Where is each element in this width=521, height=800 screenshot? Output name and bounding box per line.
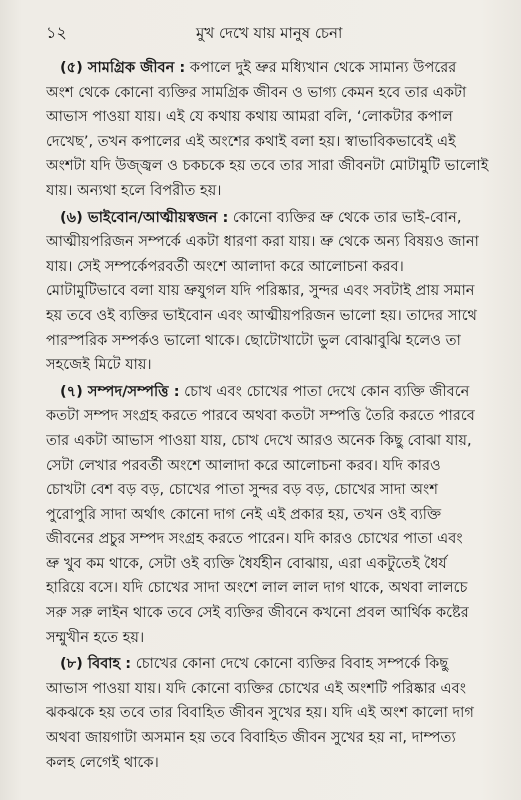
paragraph-line: কতটা সম্পদ সংগ্রহ করতে পারবে অথবা কতটা সম্পত্তি তৈরি করতে পারবে <box>46 407 475 425</box>
paragraph-line: সরু সরু লাইন থাকে তবে সেই ব্যক্তির জীবনে কখনো প্রবল আর্থিক কষ্টের <box>46 604 469 622</box>
line-text: কপালে দুই ভ্রুর মধ্যিখান থেকে সামান্য উপরের <box>185 59 457 76</box>
paragraph-line: অংশটা যদি উজ্জ্বল ও চকচকে হয় তবে তার সারা জীবনটা মোটামুটি ভালোই <box>46 157 489 175</box>
section-heading: (৭) সম্পদ/সম্পত্তি : <box>60 382 180 400</box>
paragraph-line: পুরোপুরি সাদা অর্থাৎ কোনো দাগ নেই এই প্রকার হয়, তখন ওই ব্যক্তি <box>46 505 442 523</box>
paragraph-line <box>46 380 491 405</box>
paragraph-line: সম্মুখীন হতে হয়। <box>46 628 145 646</box>
paragraph-line: সেটা লেখার পরবর্তী অংশে আলাদা করে আলোচনা করব। যদি কারও <box>46 456 441 474</box>
paragraph-line <box>46 56 491 81</box>
paragraph-line <box>46 652 491 677</box>
section-6-siblings-relatives <box>46 206 491 378</box>
paragraph-line: অংশ থেকে কোনো ব্যক্তির সামগ্রিক জীবন ও ভাগ্য কেমন হবে তার একটা <box>46 83 467 101</box>
paragraph-line <box>46 206 491 231</box>
paragraph-line: ভ্রু খুব কম থাকে, সেটা ওই ব্যক্তি ধৈর্যহীন বোঝায়, এরা একটুতেই ধৈর্য <box>46 554 447 572</box>
section-heading: (৬) ভাইবোন/আত্মীয়স্বজন : <box>60 208 229 226</box>
paragraph-line: ঝকঝকে হয় তবে তার বিবাহিত জীবন সুখের হয়। যদি এই অংশ কালো দাগ <box>46 704 474 722</box>
running-title: মুখ দেখে যায় মানুষ চেনা <box>196 24 343 42</box>
page-number: ১২ <box>46 23 67 42</box>
paragraph-line: দেখেছ’, তখন কপালের এই অংশের কথাই বলা হয়। স্বাভাবিকভাবেই এই <box>46 132 456 150</box>
paragraph-line: হারিয়ে বসে। যদি চোখের সাদা অংশে লাল লাল দাগ থাকে, অথবা লালচে <box>46 579 468 597</box>
paragraph-line: আত্মীয়পরিজন সম্পর্কে একটা ধারণা করা যায়। ভ্রু থেকে অন্য বিষয়ও জানা <box>46 233 479 251</box>
section-8-marriage <box>46 652 491 775</box>
line-text: কোনো ব্যক্তির ভ্রু থেকে তার ভাই-বোন, <box>228 208 462 226</box>
paragraph-line: কলহ লেগেই থাকে। <box>46 753 159 771</box>
paragraph-line: অথবা জায়গাটা অসমান হয় তবে বিবাহিত জীবন সুখের হয় না, দাম্পত্য <box>46 729 456 747</box>
paragraph-line: মোটামুটিভাবে বলা যায় ভ্রুযুগল যদি পরিষ্কার, সুন্দর এবং সবটাই প্রায় সমান <box>46 282 475 300</box>
section-7-wealth-property <box>46 380 491 651</box>
line-text: চোখ এবং চোখের পাতা দেখে কোন ব্যক্তি জীবনে <box>179 382 470 400</box>
line-text: চোখের কোনা দেখে কোনো ব্যক্তির বিবাহ সম্পর্কে কিছু <box>131 655 449 673</box>
paragraph-line: সহজেই মিটে যায়। <box>46 356 152 374</box>
paragraph-line: আভাস পাওয়া যায়। এই যে কথায় কথায় আমরা বলি, ‘লোকটার কপাল <box>46 108 453 126</box>
page-header <box>46 20 491 50</box>
paragraph-line: আভাস পাওয়া যায়। যদি কোনো ব্যক্তির চোখের এই অংশটি পরিষ্কার এবং <box>46 679 466 697</box>
paragraph-line: যায়। সেই সম্পর্কেপরবর্তী অংশে আলাদা করে আলোচনা করব। <box>46 257 404 275</box>
paragraph-line: জীবনের প্রচুর সম্পদ সংগ্রহ করতে পারেন। যদি কারও চোখের পাতা এবং <box>46 530 463 548</box>
section-5-overall-life <box>46 56 491 204</box>
section-heading: (৮) বিবাহ : <box>60 655 132 673</box>
section-heading: (৫) সামগ্রিক জীবন : <box>60 59 186 76</box>
paragraph-line: চোখটা বেশ বড় বড়, চোখের পাতা সুন্দর বড় বড়, চোখের সাদা অংশ <box>46 481 438 499</box>
paragraph-line: তার একটা আভাস পাওয়া যায়, চোখ দেখে আরও অনেক কিছু বোঝা যায়, <box>46 431 472 449</box>
paragraph-line: হয় তবে ওই ব্যক্তির ভাইবোন এবং আত্মীয়পরিজন ভালো হয়। তাদের সাথে <box>46 306 478 324</box>
paragraph-line: পারস্পরিক সম্পর্কও ভালো থাকে। ছোটোখাটো ভুল বোঝাবুঝি হলেও তা <box>46 331 461 349</box>
paragraph-line: যায়। অন্যথা হলে বিপরীত হয়। <box>46 181 222 199</box>
